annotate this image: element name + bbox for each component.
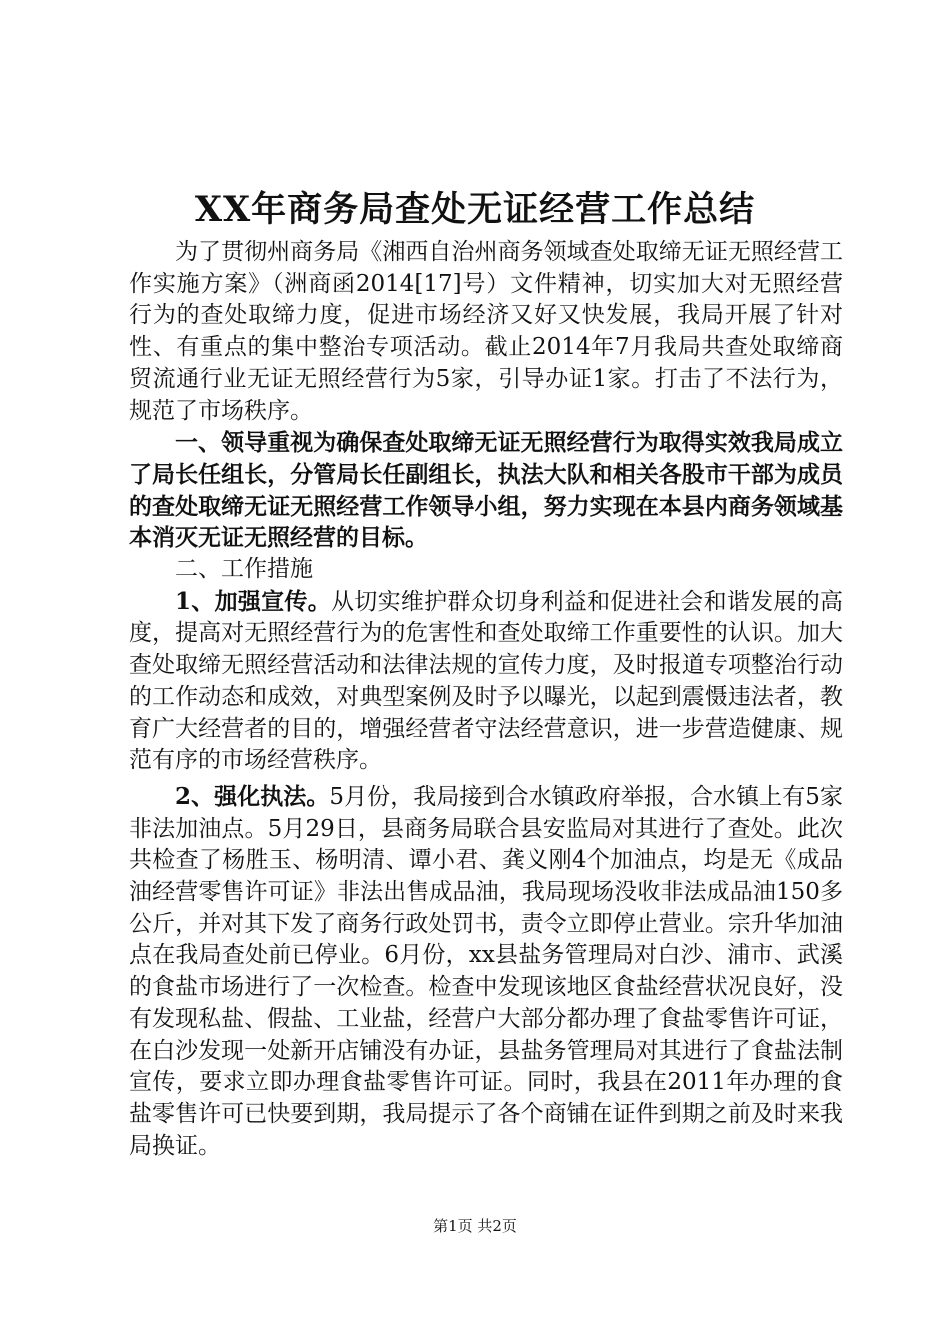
- measure-enforcement-text: 5月份，我局接到合水镇政府举报，合水镇上有5家非法加油点。5月29日，县商务局联合县安监局对其进行了查处。此次共检查了杨胜玉、杨明清、谭小君、龚义刚4个加油点，均是无《成品油经营零售许可证》非法出售成品油，我局现场没收非法成品油150多公斤，并对其下发了商务行政处罚书，责令立即停止营业。宗升华加油点在我局查处前已停业。6月份，xx县盐务管理局对白沙、浦市、武溪的食盐市场进行了一次检查。检查中发现该地区食盐经营状况良好，没有发现私盐、假盐、工业盐，经营户大部分都办理了食盐零售许可证，在白沙发现一处新开店铺没有办证，县盐务管理局对其进行了食盐法制宣传，要求立即办理食盐零售许可证。同时，我县在2011年办理的食盐零售许可已快要到期，我局提示了各个商铺在证件到期之前及时来我局换证。: [129, 783, 843, 1159]
- intro-paragraph: 为了贯彻州商务局《湘西自治州商务领域查处取缔无证无照经营工作实施方案》（洲商函2014[17]号）文件精神，切实加大对无照经营行为的查处取缔力度，促进市场经济又好又快发展，我局开展了针对性、有重点的集中整治专项活动。截止2014年7月我局共查处取缔商贸流通行业无证无照经营行为5家，引导办证1家。打击了不法行为，规范了市场秩序。: [129, 239, 843, 424]
- measure-publicity-lead: 1、加强宣传。: [175, 587, 331, 615]
- document-title: XX年商务局查处无证经营工作总结: [194, 189, 756, 230]
- measure-enforcement-lead: 2、强化执法。: [175, 782, 330, 810]
- page-number-footer: 第1页 共2页: [433, 1217, 517, 1235]
- measure-publicity-paragraph: [129, 586, 843, 777]
- measure-enforcement-paragraph: [129, 781, 843, 1162]
- document-body: [129, 237, 843, 1162]
- section-leadership-paragraph: 一、领导重视为确保查处取缔无证无照经营行为取得实效我局成立了局长任组长，分管局长任副组长，执法大队和相关各股市干部为成员的查处取缔无证无照经营工作领导小组，努力实现在本县内商务领域基本消灭无证无照经营的目标。: [129, 429, 843, 552]
- section-measures-heading: 二、工作措施: [175, 556, 313, 583]
- measure-publicity-text: 从切实维护群众切身利益和促进社会和谐发展的高度，提高对无照经营行为的危害性和查处取缔工作重要性的认识。加大查处取缔无照经营活动和法律法规的宣传力度，及时报道专项整治行动的工作动态和成效，对典型案例及时予以曝光，以起到震慑违法者，教育广大经营者的目的，增强经营者守法经营意识，进一步营造健康、规范有序的市场经营秩序。: [129, 588, 843, 774]
